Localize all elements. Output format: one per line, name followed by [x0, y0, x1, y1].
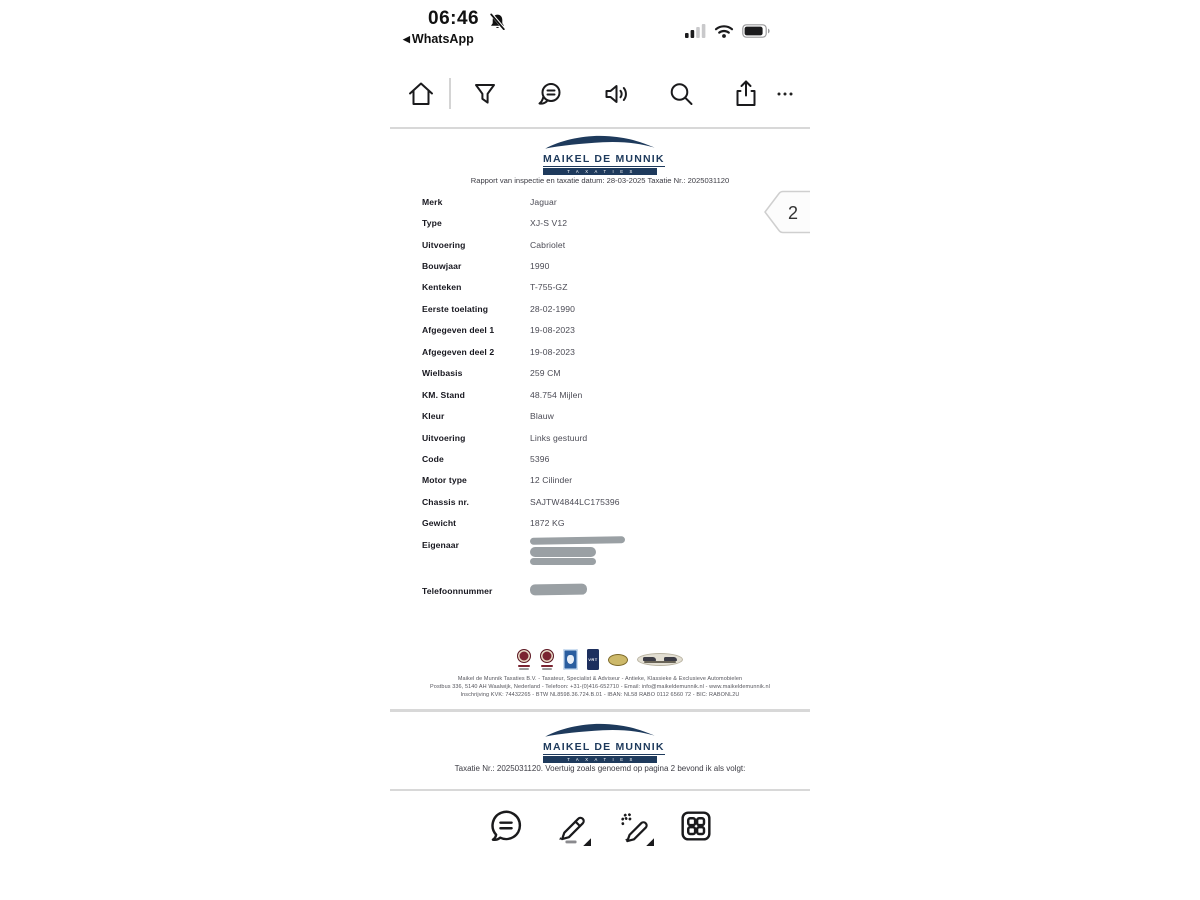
footer-line: Inschrijving KVK: 74432265 - BTW NL8598.36.724.B.01 - IBAN: NL58 RABO 0112 6560 72 - BIC: RABONL2U — [460, 691, 740, 698]
wifi-icon — [714, 24, 734, 43]
car-silhouette-icon — [543, 721, 657, 738]
club-badge-red-2-icon — [540, 649, 554, 670]
page3-intro-line: Taxatie Nr.: 2025031120. Voertuig zoals genoemd op pagina 2 bevond ik als volgt: — [454, 764, 746, 773]
field-row — [422, 363, 792, 384]
field-row — [422, 384, 792, 405]
redaction-bar — [530, 536, 625, 545]
brand-subtitle: TAXATIES — [543, 168, 657, 175]
highlight-icon[interactable] — [551, 806, 591, 846]
field-row — [422, 534, 792, 580]
read-aloud-icon[interactable] — [600, 78, 632, 110]
field-label: Uitvoering — [422, 432, 466, 443]
status-time: 06:46 — [428, 8, 480, 29]
field-value: 1872 KG — [530, 518, 565, 529]
company-footer-text — [390, 676, 810, 699]
field-row — [422, 341, 792, 362]
field-row — [422, 580, 792, 601]
battery-icon — [742, 24, 770, 43]
annotations-icon[interactable] — [534, 78, 566, 110]
field-label: Wielbasis — [422, 368, 463, 379]
field-value: 19-08-2023 — [530, 325, 575, 336]
field-row — [422, 470, 792, 491]
field-label: Kleur — [422, 411, 445, 422]
draw-icon[interactable] — [614, 806, 654, 846]
field-row — [422, 298, 792, 319]
field-label: Gewicht — [422, 518, 457, 529]
field-label: Chassis nr. — [422, 496, 469, 507]
field-value: XJ-S V12 — [530, 218, 568, 229]
brand-logo — [543, 133, 665, 175]
field-label: Kenteken — [422, 282, 462, 293]
page-break-divider — [390, 709, 810, 712]
toolbar-divider — [390, 127, 810, 129]
page-number-text: 2 — [787, 203, 799, 223]
back-to-whatsapp-link[interactable] — [403, 32, 474, 46]
field-row — [422, 212, 792, 233]
field-row — [422, 427, 792, 448]
classic-cars-badge-icon — [637, 653, 683, 666]
field-value: 28-02-1990 — [530, 303, 575, 314]
gold-oval-badge-icon — [608, 654, 628, 666]
field-label: Afgegeven deel 1 — [422, 325, 495, 336]
field-row — [422, 405, 792, 426]
field-row — [422, 448, 792, 469]
field-value — [530, 537, 625, 568]
field-row — [422, 191, 792, 212]
field-value: 259 CM — [530, 368, 561, 379]
cellular-signal-icon — [685, 24, 706, 43]
field-label: Telefoonnummer — [422, 585, 493, 596]
search-icon[interactable] — [665, 78, 697, 110]
brand-name: MAIKEL DE MUNNIK — [543, 153, 665, 165]
report-title-line: Rapport van inspectie en taxatie datum: 28-03-2025 Taxatie Nr.: 2025031120 — [470, 176, 730, 185]
page-number-badge[interactable] — [762, 186, 810, 238]
field-row — [422, 491, 792, 512]
field-value: SAJTW4844LC175396 — [530, 496, 620, 507]
toolbar-separator — [449, 78, 451, 109]
filter-icon[interactable] — [469, 78, 501, 110]
back-arrow-icon: ◀ — [403, 34, 410, 44]
field-label: Afgegeven deel 2 — [422, 346, 495, 357]
redaction-bar — [530, 547, 596, 557]
fehac-badge-icon — [563, 649, 578, 670]
field-label: Uitvoering — [422, 239, 466, 250]
field-value: 48.754 Mijlen — [530, 389, 583, 400]
brand-subtitle: TAXATIES — [543, 756, 657, 763]
certification-badges — [390, 649, 810, 670]
field-label: Code — [422, 453, 444, 464]
field-label: Motor type — [422, 475, 467, 486]
more-icon[interactable] — [776, 86, 794, 104]
brand-name: MAIKEL DE MUNNIK — [543, 741, 665, 753]
field-row — [422, 320, 792, 341]
field-label: Bouwjaar — [422, 261, 462, 272]
field-value: Links gestuurd — [530, 432, 588, 443]
field-label: Merk — [422, 196, 443, 207]
field-row — [422, 277, 792, 298]
share-icon[interactable] — [730, 78, 762, 110]
club-badge-red-1-icon — [517, 649, 531, 670]
phone-screen — [390, 0, 810, 900]
field-value: 1990 — [530, 261, 550, 272]
field-row — [422, 513, 792, 534]
field-value — [530, 584, 587, 598]
bottom-divider — [390, 789, 810, 791]
status-icons — [685, 24, 770, 43]
vrt-badge-icon: VRT — [587, 649, 599, 670]
back-app-label: WhatsApp — [411, 32, 474, 46]
field-value: 19-08-2023 — [530, 346, 575, 357]
field-label: Eerste toelating — [422, 303, 489, 314]
field-value: Cabriolet — [530, 239, 566, 250]
field-label: Type — [422, 218, 442, 229]
field-value: Jaguar — [530, 196, 557, 207]
field-value: 12 Cilinder — [530, 475, 573, 486]
footer-line: Postbus 336, 5140 AH Waalwijk, Nederland - Telefoon: +31-(0)416-652710 - Email: info@maikeldemunnik.nl - www.maikeldemunnik.nl — [430, 683, 770, 690]
field-label: Eigenaar — [422, 540, 460, 550]
comment-icon[interactable] — [486, 806, 526, 846]
field-value: T-755-GZ — [530, 282, 568, 293]
thumbnails-icon[interactable] — [676, 806, 716, 846]
vehicle-fields-table — [422, 191, 792, 601]
bell-slash-icon — [490, 13, 505, 35]
field-row — [422, 255, 792, 276]
field-row — [422, 234, 792, 255]
redaction-bar — [530, 558, 596, 565]
field-value: Blauw — [530, 411, 554, 422]
brand-logo-page3 — [543, 721, 665, 763]
redaction-bar — [530, 583, 587, 595]
car-silhouette-icon — [543, 133, 657, 150]
footer-line: Maikel de Munnik Taxaties B.V. - Taxateur, Specialist & Adviseur - Antieke, Klassieke & Exclusieve Automobielen — [457, 676, 743, 682]
field-label: KM. Stand — [422, 389, 465, 400]
home-icon[interactable] — [405, 78, 437, 110]
field-value: 5396 — [530, 453, 550, 464]
